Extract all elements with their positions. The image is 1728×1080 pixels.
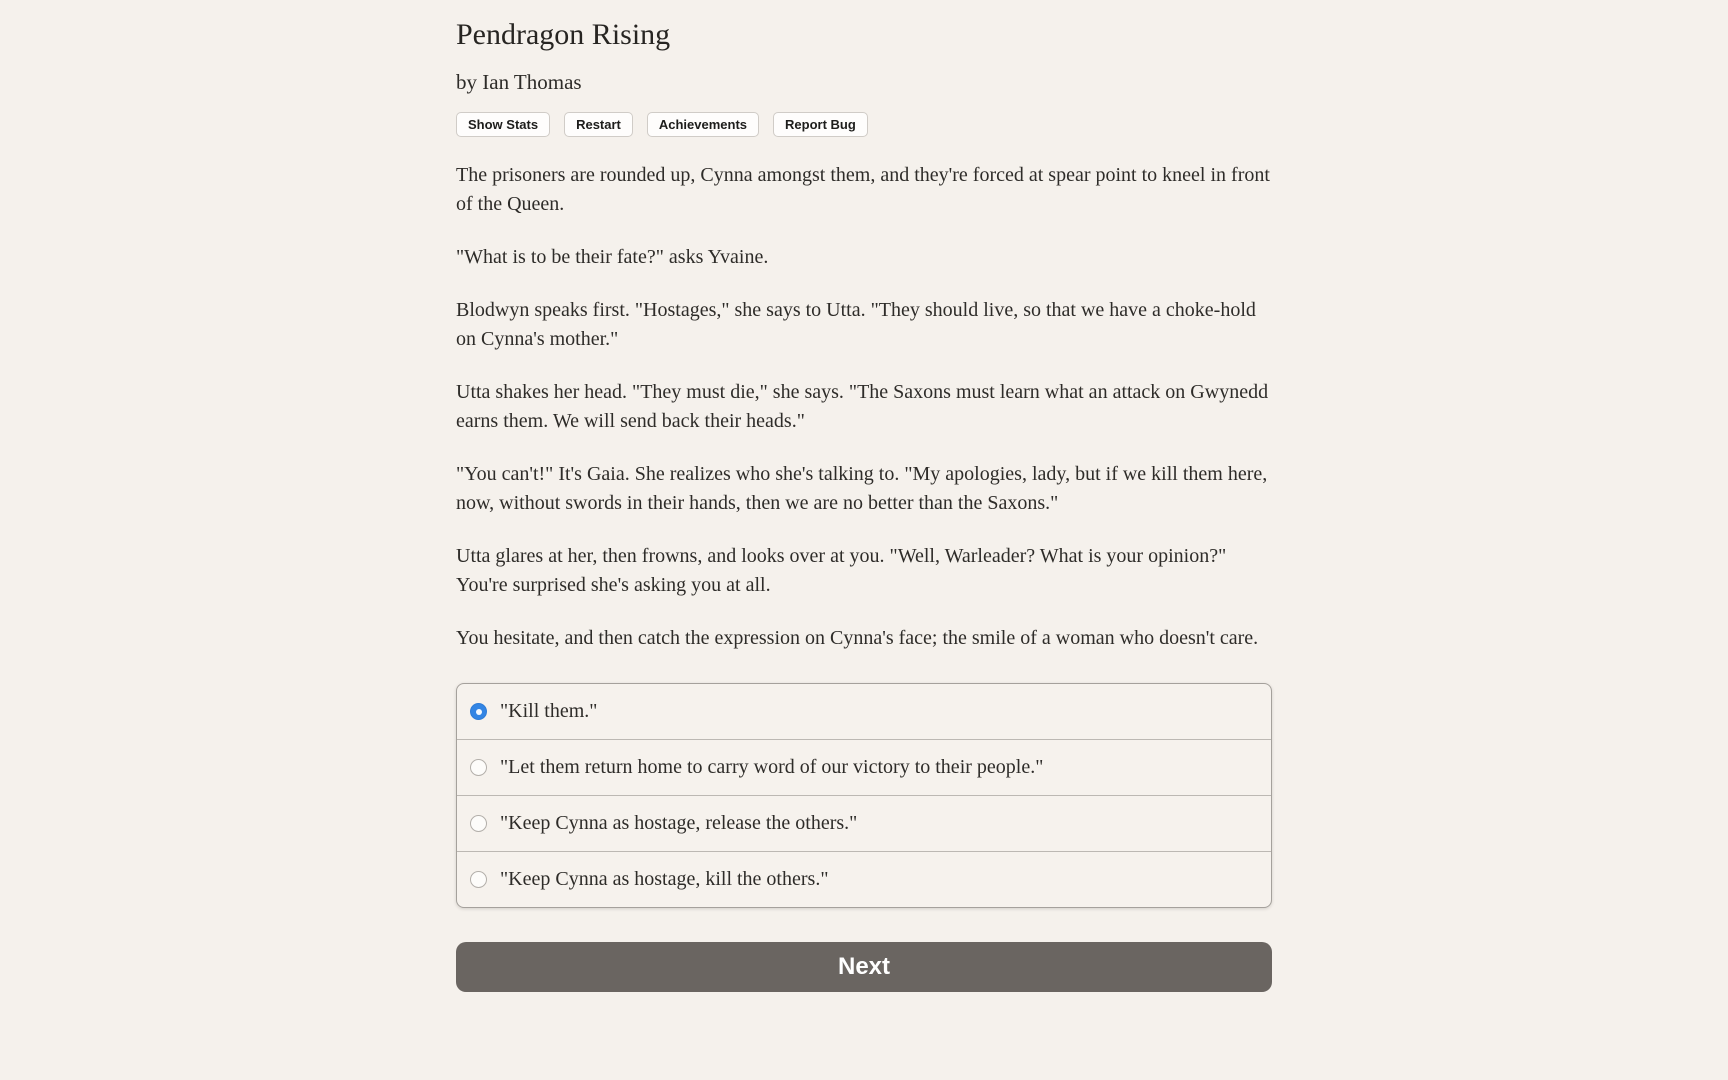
next-button[interactable]: Next	[456, 942, 1272, 992]
story-paragraph: Utta shakes her head. "They must die," she says. "The Saxons must learn what an attack on Gwynedd earns them. We will send back their heads."	[456, 381, 1269, 432]
choice-label: "Keep Cynna as hostage, release the others."	[500, 812, 858, 834]
radio-button-icon[interactable]	[470, 815, 487, 832]
report-bug-button[interactable]: Report Bug	[773, 112, 868, 137]
author-byline: by Ian Thomas	[456, 70, 582, 94]
radio-button-icon[interactable]	[470, 871, 487, 888]
choice-option-kill-them[interactable]	[457, 684, 1271, 739]
story-paragraph: "You can't!" It's Gaia. She realizes who she's talking to. "My apologies, lady, but if we kill them here, now, without swords in their hands, then we are no better than the Saxons."	[456, 463, 1268, 514]
show-stats-button[interactable]: Show Stats	[456, 112, 550, 137]
restart-button[interactable]: Restart	[564, 112, 633, 137]
choice-label: "Keep Cynna as hostage, kill the others."	[500, 868, 829, 890]
page-title: Pendragon Rising	[456, 18, 671, 51]
choice-option-keep-cynna-kill-others[interactable]	[457, 851, 1271, 907]
game-page	[456, 0, 1272, 992]
radio-button-icon[interactable]	[470, 759, 487, 776]
story-paragraph: Blodwyn speaks first. "Hostages," she says to Utta. "They should live, so that we have a choke-hold on Cynna's mother."	[456, 299, 1256, 350]
story-paragraph: "What is to be their fate?" asks Yvaine.	[456, 246, 769, 268]
achievements-button[interactable]: Achievements	[647, 112, 759, 137]
radio-button-icon[interactable]	[470, 703, 487, 720]
story-paragraph: The prisoners are rounded up, Cynna amongst them, and they're forced at spear point to kneel in front of the Queen.	[456, 164, 1270, 215]
choice-option-keep-cynna-release-others[interactable]	[457, 795, 1271, 851]
choice-group	[456, 683, 1272, 908]
story-paragraph: Utta glares at her, then frowns, and looks over at you. "Well, Warleader? What is your opinion?" You're surprised she's asking you at all.	[456, 545, 1227, 596]
choice-option-let-them-return[interactable]	[457, 739, 1271, 795]
toolbar	[456, 112, 1272, 137]
story-text	[456, 161, 1272, 653]
choice-label: "Kill them."	[500, 700, 598, 722]
story-paragraph: You hesitate, and then catch the expression on Cynna's face; the smile of a woman who doesn't care.	[456, 627, 1259, 649]
choice-label: "Let them return home to carry word of our victory to their people."	[500, 756, 1044, 778]
